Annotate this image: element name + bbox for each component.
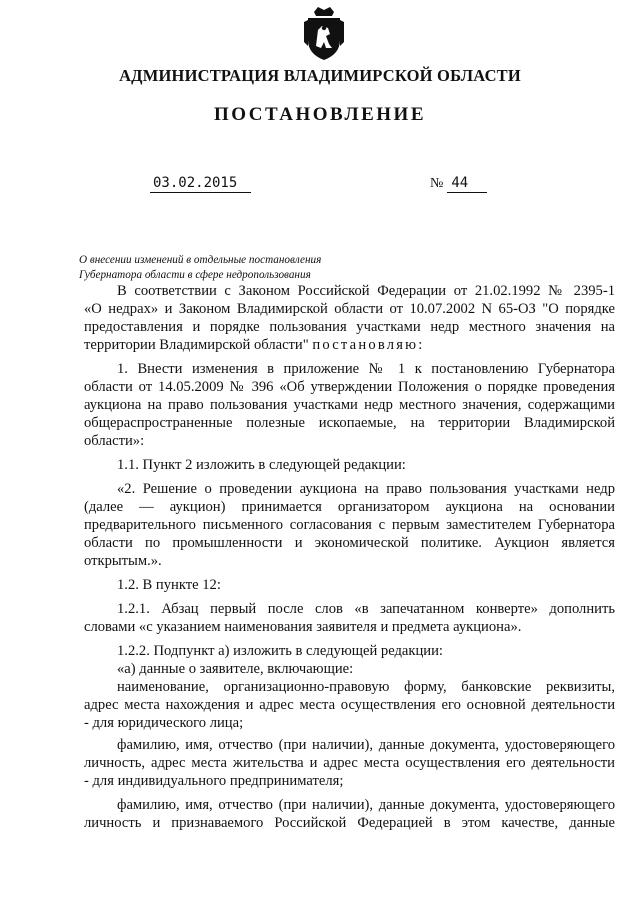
body-line: 1. Внести изменения в приложение № 1 к постановлению Губернатора: [117, 361, 615, 377]
body-line: 1.2. В пункте 12:: [117, 577, 221, 593]
document-date: 03.02.2015: [150, 175, 251, 193]
document-type-title: ПОСТАНОВЛЕНИЕ: [213, 104, 427, 125]
body-line: В соответствии с Законом Российской Федерации от 21.02.1992 № 2395-1: [117, 283, 615, 299]
body-line: области по промышленности и экономической политике. Аукцион является: [84, 535, 615, 551]
body-line: словами «с указанием наименования заявителя и предмета аукциона».: [84, 619, 522, 635]
body-line: общераспространенные полезные ископаемые, на территории Владимирской: [84, 415, 615, 431]
body-line: [84, 336, 615, 354]
body-line: адрес места нахождения и адрес места осуществления его основной деятельности: [84, 697, 615, 713]
coat-of-arms-icon: [302, 6, 346, 62]
body-line: аукциона на право пользования участками недр местного значения, содержащими: [84, 397, 615, 413]
body-line: (далее — аукцион) принимается организатором аукциона на основании: [84, 499, 615, 515]
body-line: фамилию, имя, отчество (при наличии), данные документа, удостоверяющего: [117, 737, 615, 753]
body-line: личность и признаваемого Российской Федерацией в этом качестве, данные: [84, 815, 615, 831]
body-line: - для индивидуального предпринимателя;: [84, 773, 344, 789]
body-line: личность, адрес места жительства и адрес места осуществления его деятельности: [84, 755, 615, 771]
body-line: области»:: [84, 433, 145, 449]
subject-line: О внесении изменений в отдельные постановления: [79, 254, 322, 266]
body-line: «2. Решение о проведении аукциона на право пользования участками недр: [117, 481, 615, 497]
body-line: предварительного письменного согласования с первым заместителем Губернатора: [84, 517, 615, 533]
body-text: территории Владимирской области": [84, 337, 309, 353]
body-line: области от 14.05.2009 № 396 «Об утверждении Положения о порядке проведения: [84, 379, 615, 395]
body-line: 1.2.1. Абзац первый после слов «в запечатанном конверте» дополнить: [117, 601, 615, 617]
number-value: 44: [447, 175, 487, 193]
document-subject: [79, 253, 321, 283]
body-line: фамилию, имя, отчество (при наличии), данные документа, удостоверяющего: [117, 797, 615, 813]
number-label: №: [430, 176, 444, 191]
body-line: 1.1. Пункт 2 изложить в следующей редакции:: [117, 457, 406, 473]
body-line: «О недрах» и Законом Владимирской области от 10.07.2002 N 65-ОЗ "О порядке: [84, 301, 615, 317]
body-line: - для юридического лица;: [84, 715, 244, 731]
body-line: наименование, организационно-правовую форму, банковские реквизиты,: [117, 679, 615, 695]
organization-title: АДМИНИСТРАЦИЯ ВЛАДИМИРСКОЙ ОБЛАСТИ: [119, 66, 521, 85]
document-number: [430, 175, 487, 193]
body-line: «а) данные о заявителе, включающие:: [117, 661, 354, 677]
body-line: 1.2.2. Подпункт а) изложить в следующей редакции:: [117, 643, 443, 659]
decree-word: постановляю:: [312, 337, 425, 353]
body-line: предоставления и порядке пользования участками недр местного значения на: [84, 319, 615, 335]
subject-line: Губернатора области в сфере недропользования: [79, 269, 311, 281]
body-line: открытым.».: [84, 553, 162, 569]
